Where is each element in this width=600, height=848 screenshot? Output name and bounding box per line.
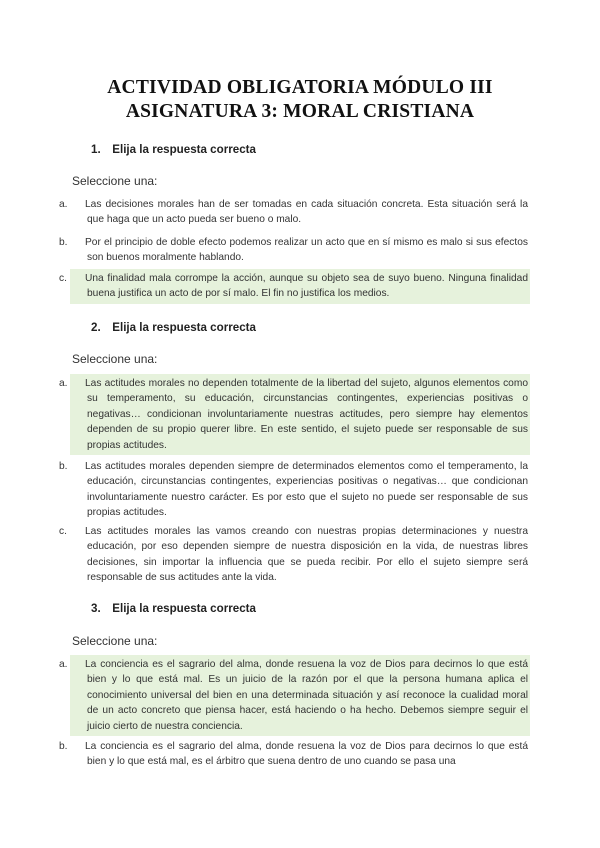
- question-1-option-c[interactable]: [59, 269, 530, 304]
- option-letter: b.: [59, 741, 68, 752]
- option-text: Las decisiones morales han de ser tomadas en cada situación concreta. Esta situación será la que haga que un acto pueda ser bueno o malo.: [85, 199, 528, 226]
- question-prompt: Elija la respuesta correcta: [112, 602, 256, 615]
- select-label: Seleccione una:: [72, 174, 158, 188]
- option-letter: b.: [59, 237, 68, 248]
- option-letter: a.: [59, 659, 68, 670]
- option-text: La conciencia es el sagrario del alma, donde resuena la voz de Dios para decirnos lo que está bien y lo que está mal, es el árbitro que suena dentro de uno cuando se pasa una: [85, 741, 528, 768]
- question-prompt: Elija la respuesta correcta: [112, 143, 256, 156]
- question-2-option-b[interactable]: [59, 457, 530, 523]
- question-number: 3.: [91, 602, 101, 615]
- option-letter: a.: [59, 199, 68, 210]
- question-1-option-a[interactable]: [59, 195, 530, 230]
- question-2-option-c[interactable]: [59, 522, 530, 588]
- select-label: Seleccione una:: [72, 352, 158, 366]
- question-2-heading: [91, 321, 256, 334]
- option-text: Por el principio de doble efecto podemos realizar un acto que en sí mismo es malo si sus efectos son buenos moralmente hablando.: [85, 237, 528, 264]
- option-letter: a.: [59, 378, 68, 389]
- select-label: Seleccione una:: [72, 634, 158, 648]
- document-title: [0, 76, 600, 124]
- question-number: 2.: [91, 321, 101, 334]
- option-text: La conciencia es el sagrario del alma, donde resuena la voz de Dios para decirnos lo que está bien y lo que está mal. Es un juicio de la razón por el que la persona humana aplica el conocimiento universal del bien en una determinada situación y así reconoce la cualidad moral de un acto concreto que piensa hacer, está haciendo o ha hecho. Debemos siempre seguir el juicio cierto de nuestra conciencia.: [85, 659, 528, 732]
- title-line-1: ACTIVIDAD OBLIGATORIA MÓDULO III: [107, 77, 493, 98]
- option-text: Una finalidad mala corrompe la acción, aunque su objeto sea de suyo bueno. Ninguna finalidad buena justifica un acto de por sí malo. El fin no justifica los medios.: [85, 273, 528, 300]
- option-text: Las actitudes morales dependen siempre de determinados elementos como el temperamento, la educación, circunstancias contingentes, experiencias positivas o negativas… que condicionan involuntariamente nuestro carácter. Es por esto que el sujeto no puede ser responsable de sus propias actitudes.: [85, 461, 528, 519]
- question-3-option-b[interactable]: [59, 737, 530, 772]
- question-number: 1.: [91, 143, 101, 156]
- question-3-heading: [91, 602, 256, 615]
- question-1-option-b[interactable]: [59, 233, 530, 268]
- option-letter: b.: [59, 461, 68, 472]
- option-text: Las actitudes morales las vamos creando con nuestras propias determinaciones y nuestra educación, por eso dependen siempre de nuestra disposición en la vida, de nuestras libres decisiones, sin importar la influencia que se pueda recibir. Por ello el sujeto siempre será responsable de sus actitudes ante la vida.: [85, 526, 528, 584]
- question-1-heading: [91, 143, 256, 156]
- title-line-2: ASIGNATURA 3: MORAL CRISTIANA: [125, 101, 475, 122]
- question-3-option-a[interactable]: [59, 655, 530, 736]
- question-2-option-a[interactable]: [59, 374, 530, 455]
- question-prompt: Elija la respuesta correcta: [112, 321, 256, 334]
- option-letter: c.: [59, 273, 67, 284]
- option-text: Las actitudes morales no dependen totalmente de la libertad del sujeto, algunos elementos como su temperamento, su educación, circunstancias contingentes, experiencias positivas o negativas… condicionan involuntariamente nuestras actitudes, pero siempre hay elementos dependen de su propio querer libre. En este sentido, el sujeto puede ser responsable de sus propias actitudes.: [85, 378, 528, 451]
- option-letter: c.: [59, 526, 67, 537]
